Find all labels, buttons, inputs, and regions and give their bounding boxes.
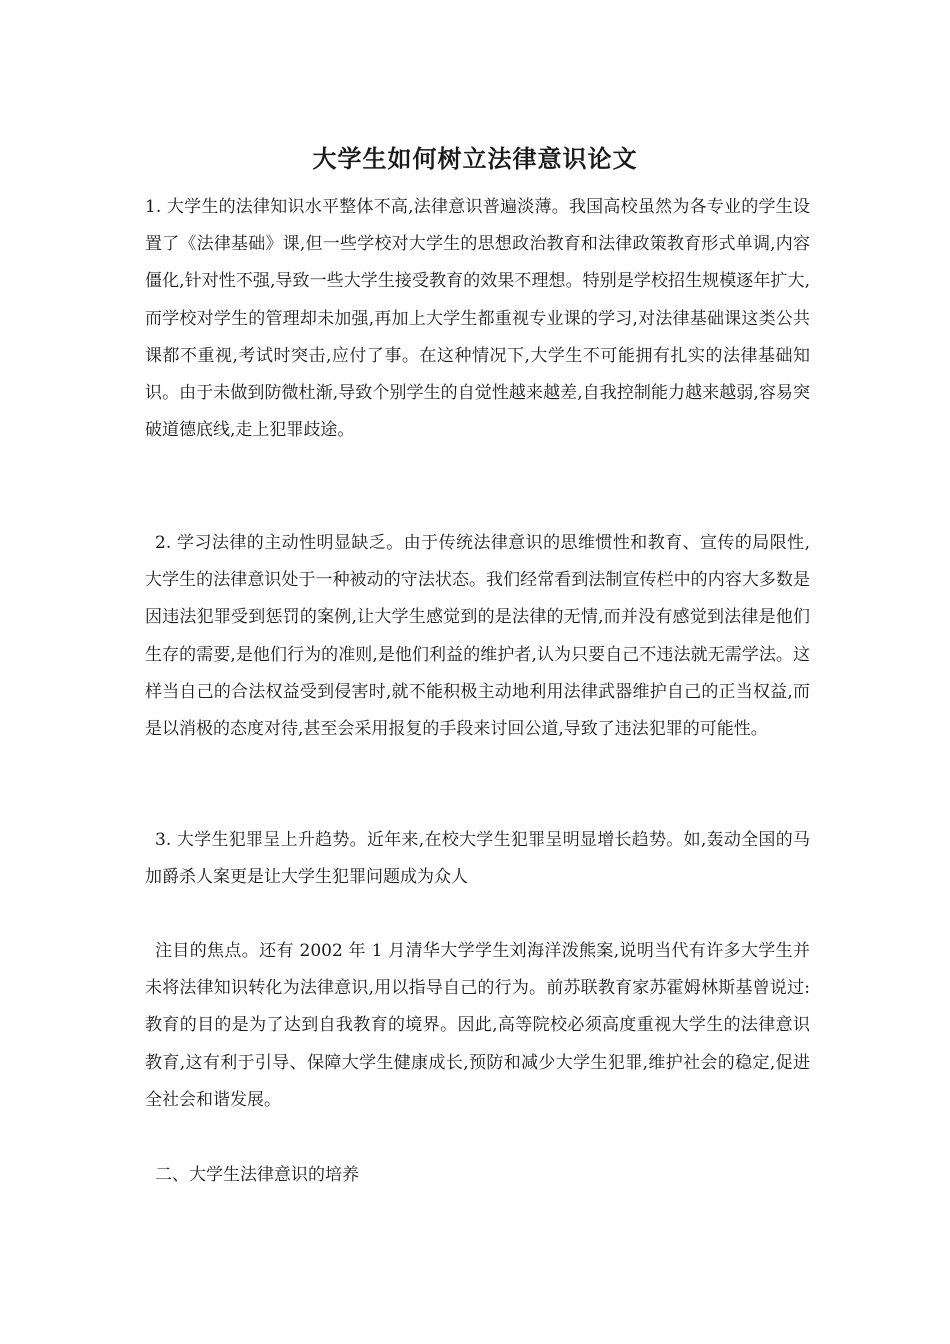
section-heading: 二、大学生法律意识的培养 — [155, 1165, 359, 1185]
paragraph-2: 2. 学习法律的主动性明显缺乏。由于传统法律意识的思维惯性和教育、宣传的局限性,大学生的法律意识处于一种被动的守法状态。我们经常看到法制宣传栏中的内容大多数是因违法犯罪受到惩罚的案例,让大学生感觉到的是法律的无情,而并没有感觉到法律是他们生存的需要,是他们行为的准则,是他们利益的维护者,认为只要自己不违法就无需学法。这样当自己的合法权益受到侵害时,就不能积极主动地利用法律武器维护自己的正当权益,而是以消极的态度对待,甚至会采用报复的手段来讨回公道,导致了违法犯罪的可能性。 — [145, 533, 810, 740]
paragraph-3: 3. 大学生犯罪呈上升趋势。近年来,在校大学生犯罪呈明显增长趋势。如,轰动全国的马加爵杀人案更是让大学生犯罪问题成为众人 — [145, 830, 810, 888]
document-title: 大学生如何树立法律意识论文 — [312, 144, 638, 173]
paragraph-1: 1. 大学生的法律知识水平整体不高,法律意识普遍淡薄。我国高校虽然为各专业的学生设置了《法律基础》课,但一些学校对大学生的思想政治教育和法律政策教育形式单调,内容僵化,针对性不强,导致一些大学生接受教育的效果不理想。特别是学校招生规模逐年扩大,而学校对学生的管理却未加强,再加上大学生都重视专业课的学习,对法律基础课这类公共课都不重视,考试时突击,应付了事。在这种情况下,大学生不可能拥有扎实的法律基础知识。由于未做到防微杜渐,导致个别学生的自觉性越来越差,自我控制能力越来越弱,容易突破道德底线,走上犯罪歧途。 — [145, 197, 810, 441]
paragraph-4: 注目的焦点。还有 2002 年 1 月清华大学学生刘海洋泼熊案,说明当代有许多大学生并未将法律知识转化为法律意识,用以指导自己的行为。前苏联教育家苏霍姆林斯基曾说过:教育的目的是为了达到自我教育的境界。因此,高等院校必须高度重视大学生的法律意识教育,这有利于引导、保障大学生健康成长,预防和减少大学生犯罪,维护社会的稳定,促进全社会和谐发展。 — [145, 941, 810, 1110]
